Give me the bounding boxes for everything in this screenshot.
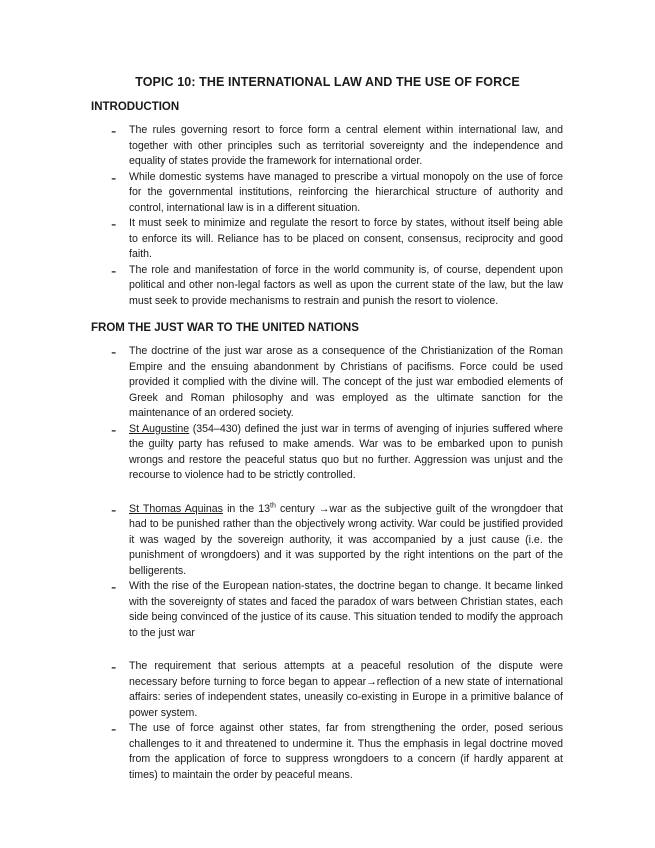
list-item bbox=[0, 721, 563, 783]
list-item-text: With the rise of the European nation-states, the doctrine began to change. It became linked with the sovereignty of states and faced the paradox of wars between Christian states, each side being convinced of the justice of its cause. This situation tended to modify the approach to the just war bbox=[129, 580, 563, 639]
st-augustine-name: St Augustine bbox=[129, 422, 190, 435]
st-aquinas-name: St Thomas Aquinas bbox=[129, 502, 223, 515]
bullet-dash: - bbox=[111, 721, 117, 738]
st-aquinas-pre: in the 13 bbox=[222, 502, 271, 515]
bullet-dash: - bbox=[111, 169, 117, 187]
list-item-text: While domestic systems have managed to prescribe a virtual monopoly on the use of force for the governmental institutions, reinforcing the hierarchical structure of authority and control, international law is in a different situation. bbox=[129, 170, 563, 214]
intro-list bbox=[0, 123, 655, 309]
ordinal-suffix: th bbox=[270, 501, 276, 509]
spacer bbox=[0, 484, 655, 502]
st-augustine-text: (354–430) defined the just war in terms of avenging of injuries suffered where the guilty party has refused to make amends. War was to be embarked upon to punish wrongs and restore the peaceful status quo but no further. Aggression was unjust and the recourse to violence had to be strictly controlled. bbox=[129, 422, 563, 481]
bullet-dash: - bbox=[111, 216, 117, 233]
list-item bbox=[0, 502, 563, 580]
list-item-text: The role and manifestation of force in the world community is, of course, dependent upon political and other non-legal factors as well as upon the current state of the law, but the law must seek to provide mechanisms to restrain and punish the resort to violence. bbox=[129, 263, 563, 307]
list-item-text: The rules governing resort to force form a central element within international law, and together with other principles such as territorial sovereignty and the independence and equality of states provide the framework for international order. bbox=[129, 124, 563, 167]
st-aquinas-text: century →war as the subjective guilt of the wrongdoer that had to be punished rather than the objectively wrong activity. War could be justified provided it was waged by the sovereign authority, it was accompanied by a just cause (i.e. the punishment of wrongdoers) and it was supported by the right intentions on the part of the belligerents. bbox=[129, 502, 563, 577]
list-item bbox=[0, 123, 563, 170]
list-item bbox=[0, 263, 563, 310]
bullet-dash: - bbox=[111, 123, 117, 140]
list-item-text: The requirement that serious attempts at a peaceful resolution of the dispute were necessary before turning to force began to appear→reflection of a new state of international affairs: series of independent states, uneasily co-existing in Europe in a primitive balance of power system. bbox=[129, 660, 563, 719]
list-item bbox=[0, 422, 563, 484]
list-item bbox=[0, 216, 563, 263]
page-title: TOPIC 10: THE INTERNATIONAL LAW AND THE USE OF FORCE bbox=[135, 75, 520, 89]
bullet-dash: - bbox=[111, 344, 117, 361]
bullet-dash: - bbox=[111, 659, 117, 676]
justwar-list bbox=[0, 344, 655, 783]
list-item bbox=[0, 170, 563, 217]
list-item-text bbox=[129, 422, 563, 484]
list-item bbox=[0, 579, 563, 641]
list-item-text bbox=[129, 502, 563, 580]
list-item-text: The doctrine of the just war arose as a consequence of the Christianization of the Roman Empire and the ensuing abandonment by Christians of pacifisms. Force could be used provided it complied with the divine will. The concept of the just war embodied elements of Greek and Roman philosophy and was employed as the ultimate sanction for the maintenance of an ordered society. bbox=[129, 345, 563, 419]
bullet-dash: - bbox=[111, 421, 117, 439]
list-item bbox=[0, 659, 563, 721]
list-item-text: It must seek to minimize and regulate the resort to force by states, without itself being able to enforce its will. Reliance has to be placed on consent, consensus, reciprocity and good faith. bbox=[129, 217, 563, 260]
intro-heading: INTRODUCTION bbox=[91, 101, 180, 113]
list-item-text: The use of force against other states, far from strengthening the order, posed serious challenges to it and threatened to undermine it. Thus the emphasis in legal doctrine moved from the application of force to suppress wrongdoers to a concern (if hardly apparent at times) to maintain the order by peaceful means. bbox=[129, 722, 563, 781]
justwar-heading: FROM THE JUST WAR TO THE UNITED NATIONS bbox=[91, 322, 359, 334]
bullet-dash: - bbox=[111, 501, 117, 519]
bullet-dash: - bbox=[111, 262, 117, 280]
list-item bbox=[0, 344, 563, 422]
bullet-dash: - bbox=[111, 579, 117, 596]
spacer bbox=[0, 641, 655, 659]
